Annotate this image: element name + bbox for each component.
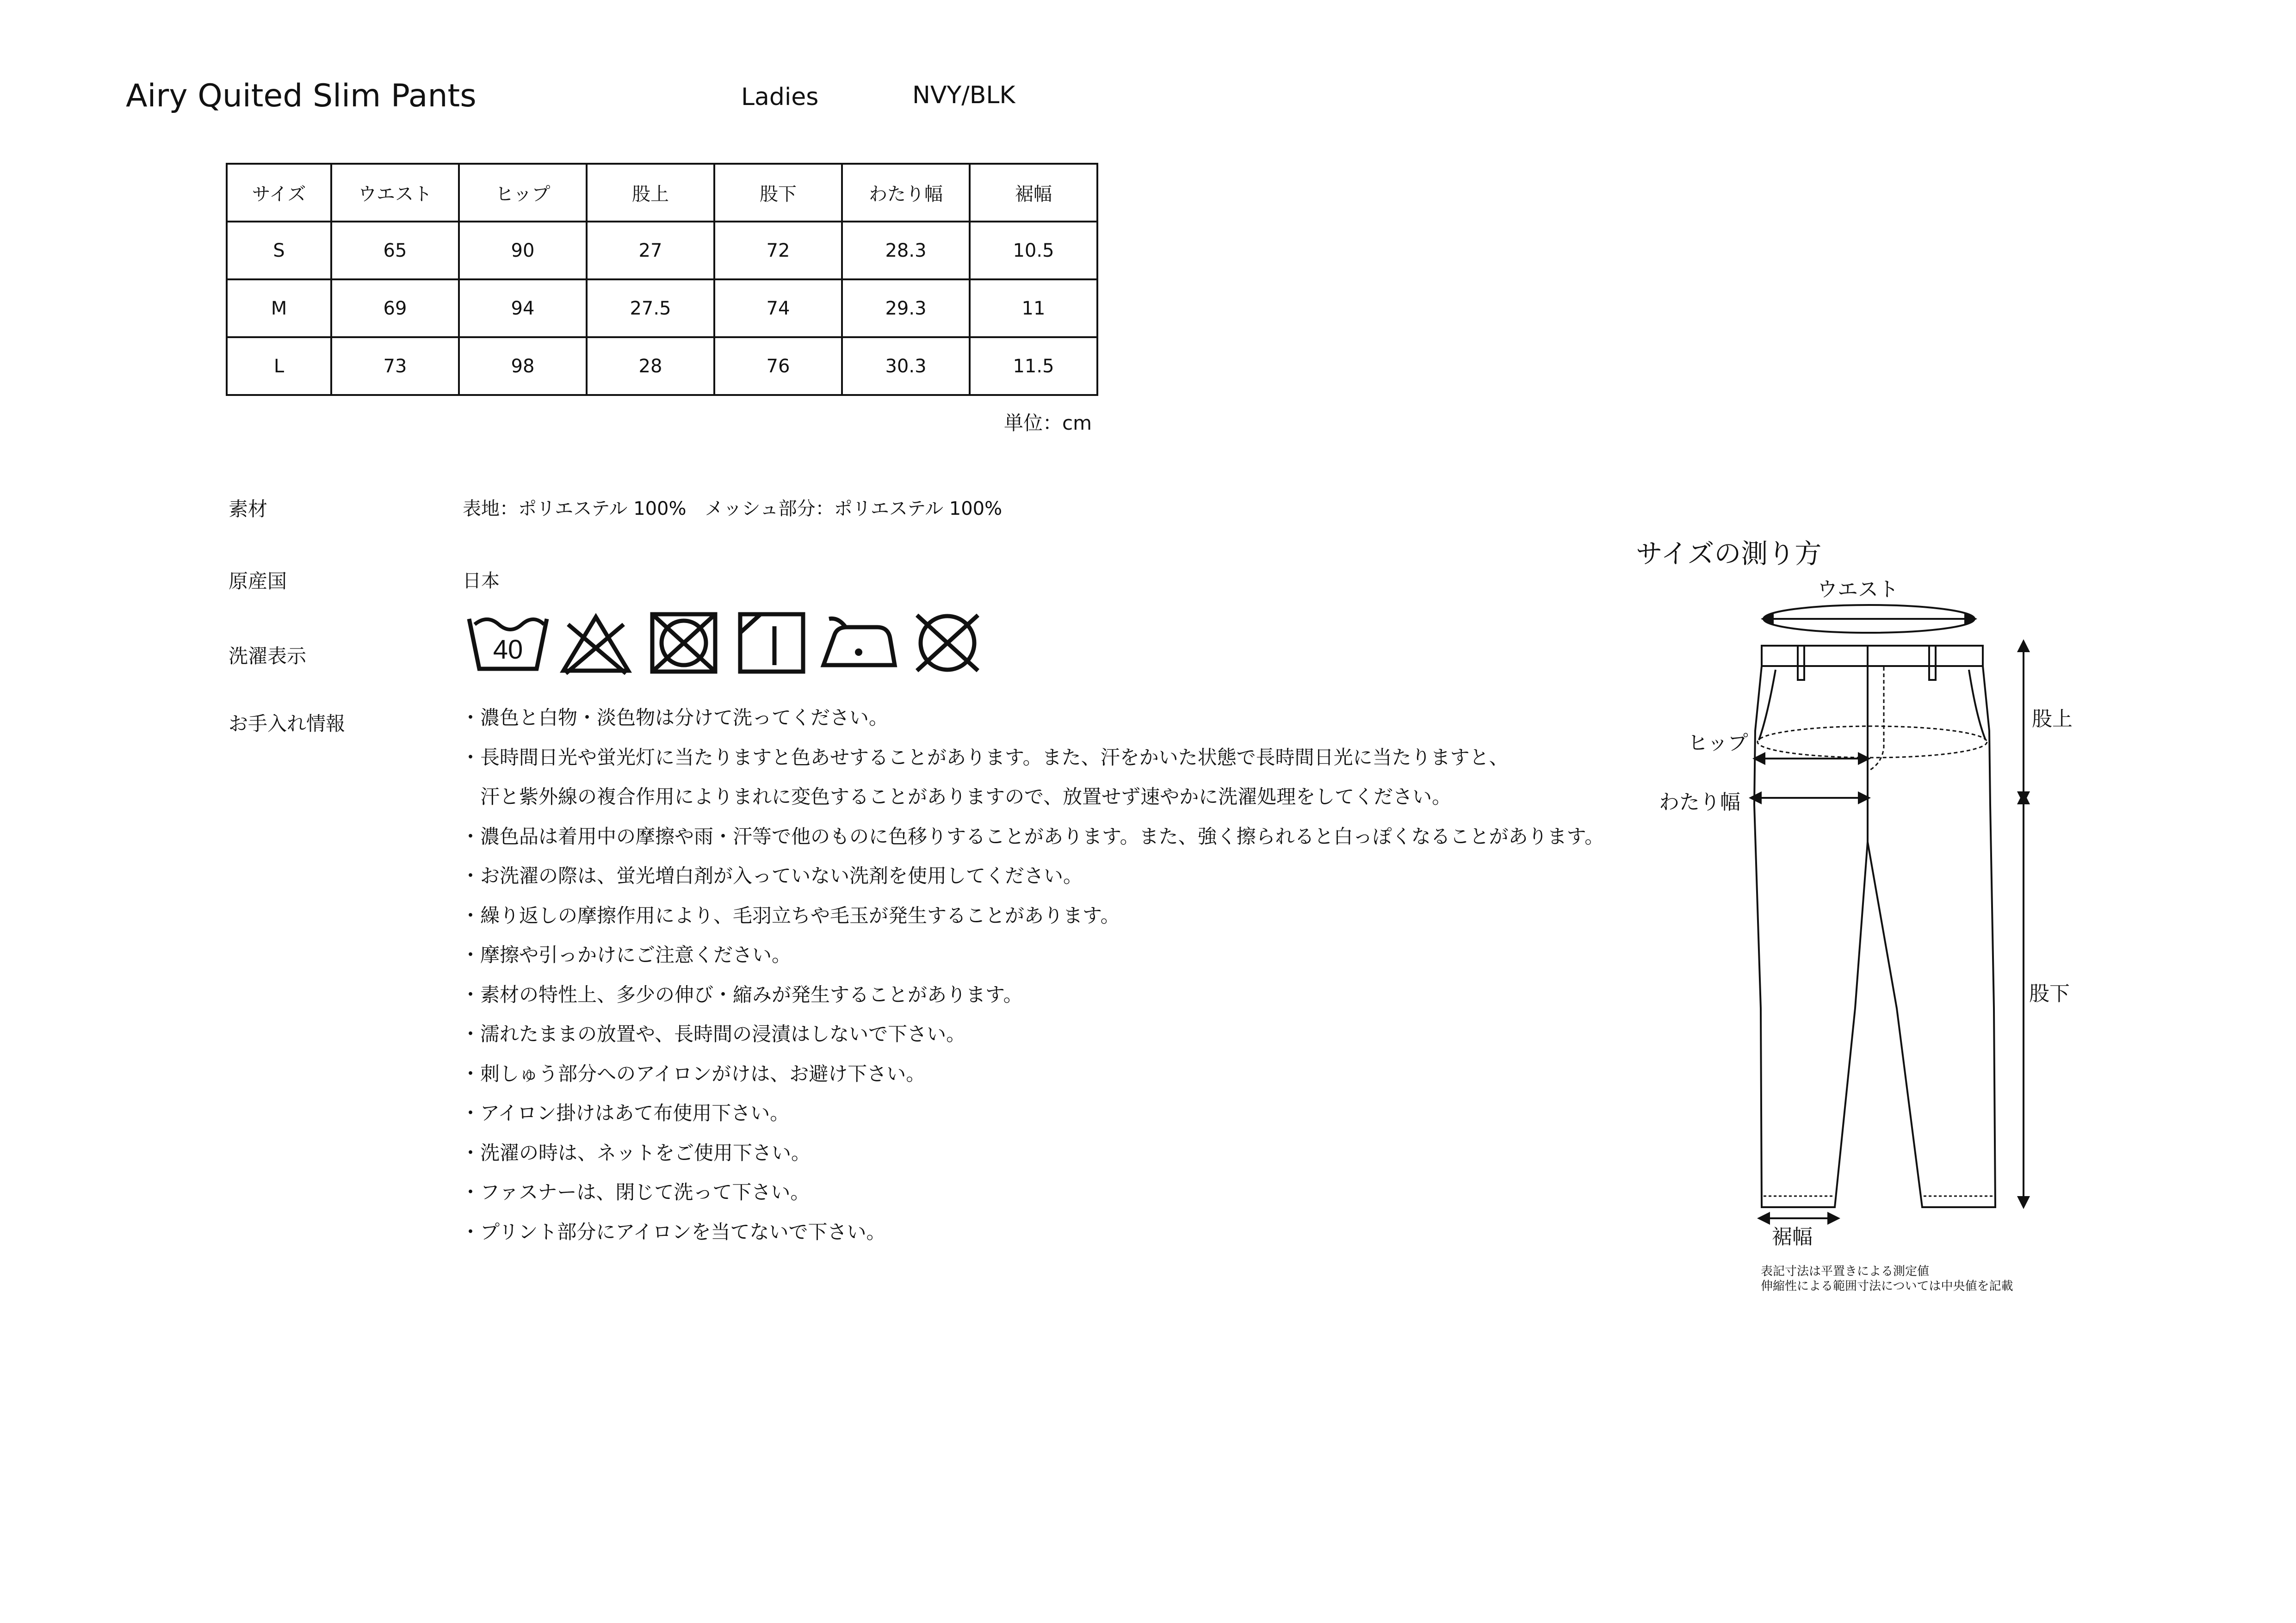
table-row bbox=[227, 222, 1097, 279]
list-item: ・アイロン掛けはあて布使用下さい。 bbox=[461, 1102, 790, 1124]
material-label: 素材 bbox=[229, 498, 268, 520]
table-cell: 28 bbox=[587, 337, 714, 395]
rise-label: 股上 bbox=[2032, 707, 2073, 731]
inseam-label: 股下 bbox=[2029, 982, 2070, 1006]
table-cell: 72 bbox=[714, 222, 842, 279]
table-cell: 74 bbox=[714, 279, 842, 337]
header-cell-inseam: 股下 bbox=[714, 164, 842, 222]
table-cell: 29.3 bbox=[842, 279, 970, 337]
color-label: NVY/BLK bbox=[912, 81, 1015, 109]
table-cell: L bbox=[227, 337, 331, 395]
wash-tub-40-icon bbox=[466, 611, 550, 675]
list-item: ・濡れたままの放置や、長時間の浸漬はしないで下さい。 bbox=[461, 1023, 966, 1045]
header-cell-rise: 股上 bbox=[587, 164, 714, 222]
list-item: ・素材の特性上、多少の伸び・縮みが発生することがあります。 bbox=[461, 983, 1023, 1006]
list-item: ・プリント部分にアイロンを当てないで下さい。 bbox=[461, 1220, 886, 1243]
no-bleach-icon bbox=[554, 611, 637, 675]
table-cell: 90 bbox=[459, 222, 587, 279]
no-tumble-dry-icon bbox=[642, 611, 725, 675]
pants-illustration bbox=[1628, 564, 2119, 1258]
header-cell-size: サイズ bbox=[227, 164, 331, 222]
header-cell-hem: 裾幅 bbox=[970, 164, 1097, 222]
no-dry-clean-icon bbox=[906, 611, 989, 675]
table-cell: 30.3 bbox=[842, 337, 970, 395]
product-title: Airy Quited Slim Pants bbox=[126, 78, 477, 114]
table-cell: 94 bbox=[459, 279, 587, 337]
table-cell: M bbox=[227, 279, 331, 337]
header-cell-hip: ヒップ bbox=[459, 164, 587, 222]
table-cell: 27.5 bbox=[587, 279, 714, 337]
waist-label: ウエスト bbox=[1817, 578, 1899, 601]
origin-label: 原産国 bbox=[229, 570, 287, 592]
table-cell: 10.5 bbox=[970, 222, 1097, 279]
size-table-header-row bbox=[227, 164, 1097, 222]
header-cell-thigh: わたり幅 bbox=[842, 164, 970, 222]
hem-label: 裾幅 bbox=[1772, 1225, 1813, 1249]
thigh-label: わたり幅 bbox=[1659, 790, 1740, 814]
hip-label: ヒップ bbox=[1688, 731, 1748, 755]
size-table bbox=[226, 163, 1098, 396]
unit-note: 単位：cm bbox=[1004, 412, 1092, 434]
table-cell: 73 bbox=[331, 337, 459, 395]
list-item: ・摩擦や引っかけにご注意ください。 bbox=[461, 944, 792, 966]
list-item: ・洗濯の時は、ネットをご使用下さい。 bbox=[461, 1141, 811, 1164]
measurement-note-2: 伸縮性による範囲寸法については中央値を記載 bbox=[1761, 1279, 2013, 1293]
table-cell: 98 bbox=[459, 337, 587, 395]
wash-label: 洗濯表示 bbox=[229, 645, 307, 667]
drip-dry-shade-icon bbox=[730, 611, 813, 675]
wash-temp-text: 40 bbox=[493, 635, 523, 665]
list-item: ・お洗濯の際は、蛍光増白剤が入っていない洗剤を使用してください。 bbox=[461, 864, 1083, 887]
table-cell: 65 bbox=[331, 222, 459, 279]
table-cell: 11 bbox=[970, 279, 1097, 337]
table-cell: S bbox=[227, 222, 331, 279]
list-item: ・濃色品は着用中の摩擦や雨・汗等で他のものに色移りすることがあります。また、強く擦られると白っぽくなることがあります。 bbox=[461, 825, 1604, 848]
list-item: ・繰り返しの摩擦作用により、毛羽立ちや毛玉が発生することがあります。 bbox=[461, 904, 1120, 927]
gender-label: Ladies bbox=[741, 83, 819, 111]
material-value: 表地：ポリエステル 100% メッシュ部分：ポリエステル 100% bbox=[463, 498, 1003, 519]
care-label: お手入れ情報 bbox=[229, 712, 346, 735]
list-item: ・ファスナーは、閉じて洗って下さい。 bbox=[461, 1181, 810, 1203]
header-cell-waist: ウエスト bbox=[331, 164, 459, 222]
table-cell: 28.3 bbox=[842, 222, 970, 279]
origin-value: 日本 bbox=[463, 570, 500, 592]
measurement-note-1: 表記寸法は平置きによる測定値 bbox=[1761, 1265, 1930, 1278]
table-cell: 76 bbox=[714, 337, 842, 395]
list-item: ・長時間日光や蛍光灯に当たりますと色あせすることがあります。また、汗をかいた状態で長時間日光に当たりますと、 bbox=[461, 746, 1509, 769]
pants-measurement-diagram bbox=[1628, 564, 2119, 1258]
list-item: ・濃色と白物・淡色物は分けて洗ってください。 bbox=[461, 706, 889, 729]
list-item: ・刺しゅう部分へのアイロンがけは、お避け下さい。 bbox=[461, 1062, 926, 1085]
table-row bbox=[227, 279, 1097, 337]
list-item: 汗と紫外線の複合作用によりまれに変色することがありますので、放置せず速やかに洗濯処理をしてください。 bbox=[461, 785, 1452, 808]
iron-low-icon bbox=[818, 611, 901, 675]
table-cell: 11.5 bbox=[970, 337, 1097, 395]
table-row bbox=[227, 337, 1097, 395]
care-instructions-list bbox=[461, 704, 1604, 1258]
table-cell: 69 bbox=[331, 279, 459, 337]
table-cell: 27 bbox=[587, 222, 714, 279]
measurement-guide-title: サイズの測り方 bbox=[1636, 538, 1822, 569]
